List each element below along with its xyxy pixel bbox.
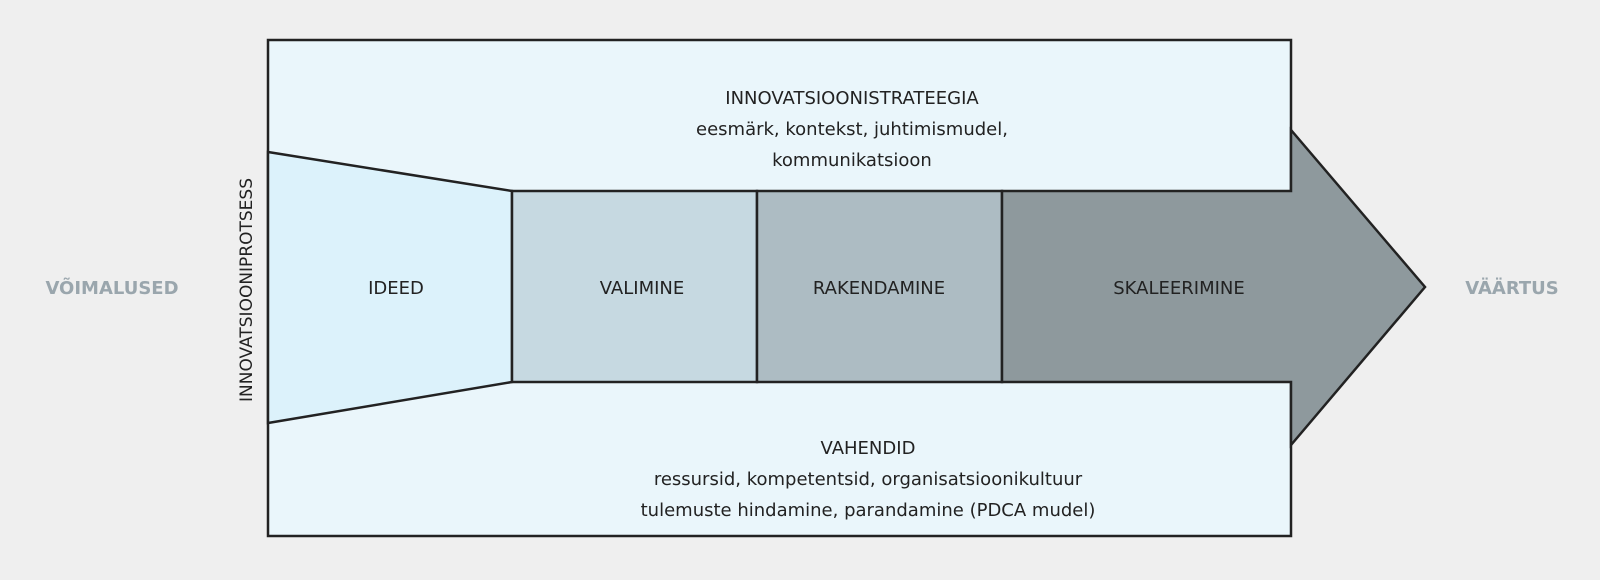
innovation-process-vertical-label: INNOVATSIOONIPROTSESS [237,177,257,403]
tools-title: VAHENDID [820,438,916,459]
strategy-line-1: eesmärk, kontekst, juhtimismudel, [696,119,1008,140]
stage-label-ideas: IDEED [368,278,424,299]
strategy-title: INNOVATSIOONISTRATEEGIA [725,88,979,109]
strategy-line-2: kommunikatsioon [772,150,932,171]
tools-line-2: tulemuste hindamine, parandamine (PDCA mudel) [640,500,1096,521]
value-label: VÄÄRTUS [1465,278,1559,299]
tools-line-1: ressursid, kompetentsid, organisatsioonikultuur [653,469,1083,490]
stage-label-implementation: RAKENDAMINE [812,278,946,299]
stage-label-scaling: SKALEERIMINE [1113,278,1245,299]
stage-label-selection: VALIMINE [599,278,685,299]
opportunities-label: VÕIMALUSED [45,278,179,299]
